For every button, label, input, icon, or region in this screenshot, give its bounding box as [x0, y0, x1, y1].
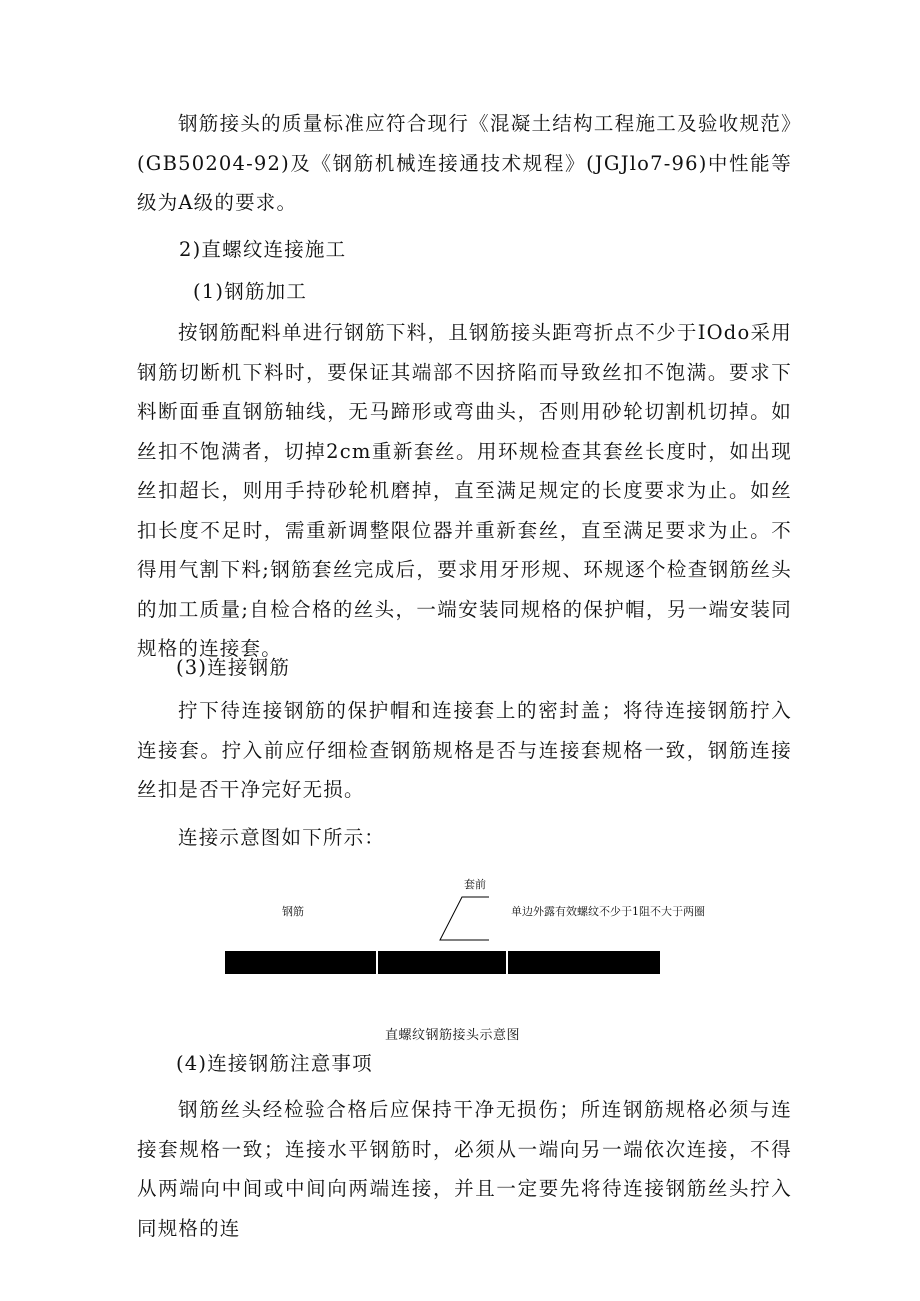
- paragraph-quality-standard: 钢筋接头的质量标准应符合现行《混凝土结构工程施工及验收规范》(GB50204-92)及《钢筋机械连接通技术规程》(JGJlo7-96)中性能等级为A级的要求。: [137, 112, 792, 214]
- diagram-caption: 直螺纹钢筋接头示意图: [385, 1028, 521, 1043]
- paragraph-connection-notes: 钢筋丝头经检验合格后应保持干净无损伤；所连钢筋规格必须与连接套规格一致；连接水平钢筋时，必须从一端向另一端依次连接，不得从两端向中间或中间向两端连接，并且一定要先将待连接钢筋丝头拧入同规格的连: [137, 1098, 792, 1240]
- paragraph-diagram-intro: 连接示意图如下所示：: [178, 826, 386, 849]
- heading-rebar-processing: (1)钢筋加工: [193, 280, 308, 303]
- heading-connect-rebar: (3)连接钢筋: [176, 656, 291, 679]
- heading-straight-thread: 2)直螺纹连接施工: [179, 238, 347, 261]
- rebar-left-segment: [225, 951, 376, 974]
- heading-connection-notes: (4)连接钢筋注意事项: [176, 1052, 373, 1075]
- label-sleeve: 套前: [464, 878, 486, 891]
- sleeve-segment: [378, 951, 506, 974]
- paragraph-connect-rebar: 拧下待连接钢筋的保护帽和连接套上的密封盖；将待连接钢筋拧入连接套。拧入前应仔细检查钢筋规格是否与连接套规格一致，钢筋连接丝扣是否干净完好无损。: [137, 699, 792, 801]
- rebar-right-segment: [508, 951, 660, 974]
- label-rebar: 钢筋: [282, 905, 304, 918]
- paragraph-rebar-processing: 按钢筋配料单进行钢筋下料，且钢筋接头距弯折点不少于IOdo采用钢筋切断机下料时，要保证其端部不因挤陷而导致丝扣不饱满。要求下料断面垂直钢筋轴线，无马蹄形或弯曲头，否则用砂轮切割机切掉。如丝扣不饱满者，切掉2cm重新套丝。用环规检查其套丝长度时，如出现丝扣超长，则用手持砂轮机磨掉，直至满足规定的长度要求为止。如丝扣长度不足时，需重新调整限位器并重新套丝，直至满足要求为止。不得用气割下料;钢筋套丝完成后，要求用牙形规、环规逐个检查钢筋丝头的加工质量;自检合格的丝头，一端安装同规格的保护帽，另一端安装同规格的连接套。: [137, 321, 792, 660]
- label-thread-requirement: 单边外露有效螺纹不少于1阻不大于两圈: [511, 905, 705, 918]
